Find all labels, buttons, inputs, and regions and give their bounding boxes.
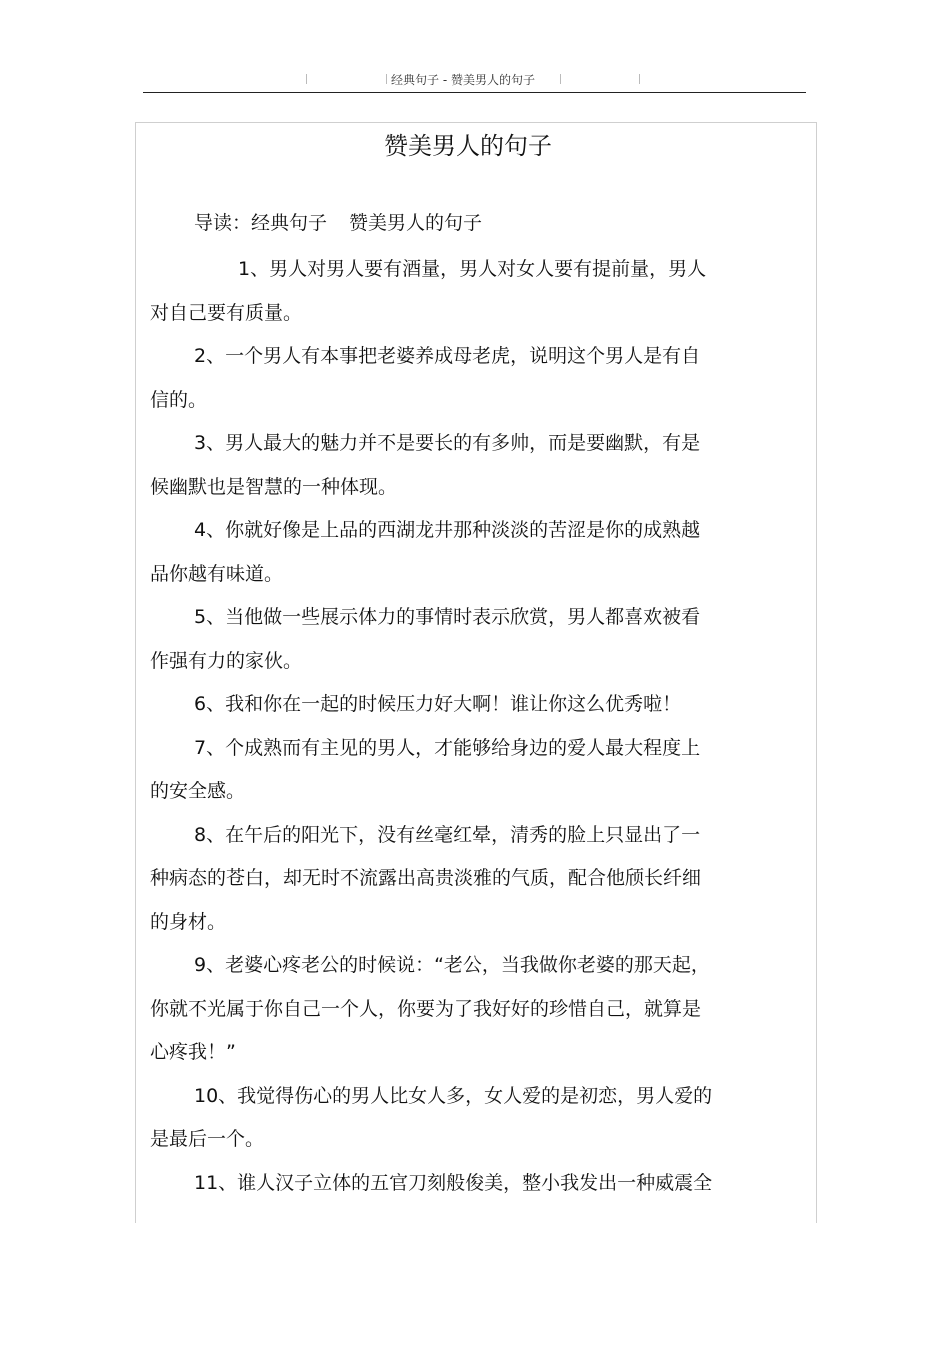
- running-header: [143, 68, 806, 93]
- paragraph-line: 的身材。: [150, 911, 227, 933]
- page-title: 赞美男人的句子: [384, 132, 552, 160]
- paragraph-line: 心疼我！”: [150, 1041, 236, 1063]
- paragraph-line: 11、谁人汉子立体的五官刀刻般俊美，整小我发出一种威震全: [194, 1172, 713, 1194]
- paragraph-line: 5、当他做一些展示体力的事情时表示欣赏，男人都喜欢被看: [194, 606, 701, 628]
- paragraph-line: 候幽默也是智慧的一种体现。: [150, 476, 398, 498]
- paragraph-line: 品你越有味道。: [150, 563, 284, 585]
- header-tick-mark: [560, 74, 561, 84]
- intro-line: [194, 208, 482, 235]
- paragraph-line: 8、在午后的阳光下，没有丝毫红晕，清秀的脸上只显出了一: [194, 824, 701, 846]
- intro-label: 导读：经典句子: [194, 212, 328, 234]
- header-text: 经典句子 - 赞美男人的句子: [391, 73, 535, 87]
- paragraph-line: 9、老婆心疼老公的时候说：“老公，当我做你老婆的那天起，: [194, 954, 710, 976]
- paragraph-line: 作强有力的家伙。: [150, 650, 303, 672]
- paragraph-line: 种病态的苍白，却无时不流露出高贵淡雅的气质，配合他颀长纤细: [150, 867, 702, 889]
- paragraph-line: 6、我和你在一起的时候压力好大啊！谁让你这么优秀啦！: [194, 693, 682, 715]
- paragraph-line: 你就不光属于你自己一个人，你要为了我好好的珍惜自己，就算是: [150, 998, 702, 1020]
- paragraph-line: 3、男人最大的魅力并不是要长的有多帅，而是要幽默，有是: [194, 432, 701, 454]
- header-tick-mark: [639, 74, 640, 84]
- paragraph-line: 信的。: [150, 389, 208, 411]
- paragraph-line: 10、我觉得伤心的男人比女人多，女人爱的是初恋，男人爱的: [194, 1085, 713, 1107]
- paragraph-line: 是最后一个。: [150, 1128, 265, 1150]
- paragraph-line: 4、你就好像是上品的西湖龙井那种淡淡的苦涩是你的成熟越: [194, 519, 701, 541]
- header-tick-mark: [386, 74, 387, 84]
- paragraph-line: 的安全感。: [150, 780, 246, 802]
- intro-subject: 赞美男人的句子: [349, 212, 483, 234]
- paragraph-line: 7、个成熟而有主见的男人，才能够给身边的爱人最大程度上: [194, 737, 701, 759]
- paragraph-line: 1、男人对男人要有酒量，男人对女人要有提前量，男人: [238, 258, 707, 280]
- header-tick-mark: [306, 74, 307, 84]
- paragraph-line: 2、一个男人有本事把老婆养成母老虎，说明这个男人是有自: [194, 345, 701, 367]
- paragraph-line: 对自己要有质量。: [150, 302, 303, 324]
